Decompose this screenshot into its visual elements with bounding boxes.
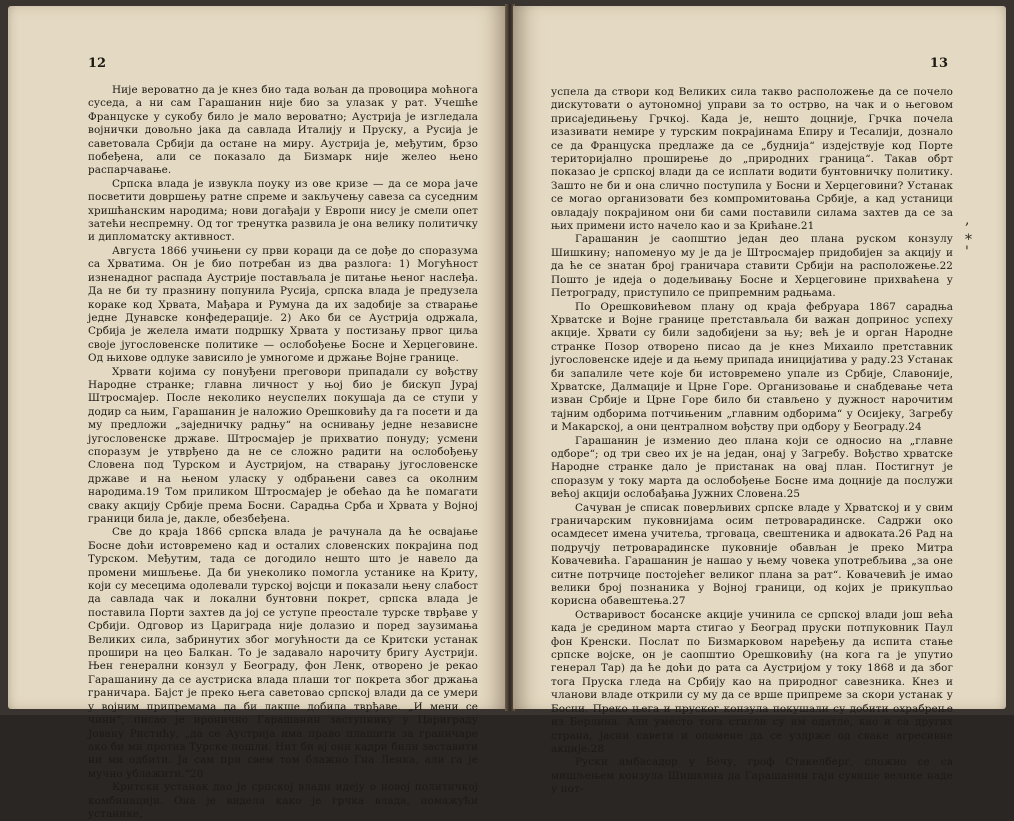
paragraph: Остваривост босанске акције учинила се српској влади још већа када је средином марта стигао у Београд пруски потпуковник Паул фон Кренски. Послат по Бизмарковом наређењу да испита стање српске војске, он је саопштио Орешковићу (на кога га је упутио генерал Тар) да ће доћи до рата са Аустријом у току 1868 и да због тога Пруска гледа на Србију као на природног савезника. Кнез и чланови владе открили су му да се врше припреме за скори устанак у Босни. Преко њега и пруског конзула покушали су добити охрабрење из Берлина. Али уместо тога стигли су им одатле, као и са других страна, јасни савети и опомене да се уздрже од сваке агресивне акције.28	[551, 608, 953, 755]
right-page	[513, 6, 1006, 796]
margin-mark: *	[965, 232, 972, 248]
paragraph: Српска влада је извукла поуку из ове кризе — да се мора јаче посветити довршењу ратне спреме и закључењу савеза са суседним хришћанским народима; нови догађаји у Европи нису је смели опет затећи неспремну. Од тог тренутка развила је она велику политичку и дипломатску активност.	[88, 177, 478, 244]
paragraph: Није вероватно да је кнез био тада вољан да провоцира моћнога суседа, а ни сам Гарашанин није био за улазак у рат. Учешће Француске у сукобу било је мало вероватно; Аустрија је изгледала војнички довољно јака да савлада Италију и Пруску, а Русија је саветовала Србији да остане на миру. Аустрија је, међутим, брзо побеђена, али се показало да Бизмарк није желео њено распарчавање.	[88, 84, 478, 177]
left-page	[8, 6, 507, 820]
page-number-left: 12	[88, 56, 107, 71]
paragraph: успела да створи код Великих сила такво расположење да се почело дискутовати о аутономној управи за то острво, на чак и о његовом присаједињењу Грчкој. Када је, нешто доцније, Грчка почела изазивати немире у турским покрајинама Епиру и Тесалији, дознало се да Француска предлаже да се „буднија“ издејствује код Порте територијално проширење до „природних граница“. Такав обрт показао је српској влади да се исплати водити бунтовничку политику. Зашто не би и она слично поступила у Босни и Херцеговини? Устанак се могао организовати без компромитовања Србије, а кад устаници овладају покрајином они би сами поставили силама захтев да се за њих примени исто начело као и за Крићане.21	[551, 86, 953, 233]
paragraph: По Орешковићевом плану од краја фебруара 1867 сарадња Хрватске и Војне границе претстављала би важан допринос успеху акције. Хрвати су били задобијени за њу; већ је и орган Народне странке Позор отворено писао да је кнез Михаило претставник југословенске идеје и да њему припада иницијатива у раду.23 Устанак би запалиле чете које би истовремено упале из Србије, Славоније, Хрватске, Далмације и Црне Горе. Организовање и снабдевање чета изван Србије и Црне Горе било би стављено у дужност нарочитим тајним одборима потчињеним „главним одборима“ у Осијеку, Загребу и Макарској, а они централном вођству при одбору у Београду.24	[551, 300, 953, 434]
paragraph: Гарашанин је изменио део плана који се односио на „главне одборе“; од три свео их је на један, онај у Загребу. Вођство хрватске Народне странке дало је пристанак на овај план. Постигнут је споразум у току марта да ослобођење Босне има доцније да послужи већој акцији ослобађања Јужних Словена.25	[551, 434, 953, 501]
paragraph: Све до краја 1866 српска влада је рачунала да ће освајање Босне доћи истовремено кад и осталих словенских покрајина под Турском. Међутим, тада се догодило нешто што је навело да промени мишљење. Да би унеколико помогла устанике на Криту, који су месецима одолевали турској војсци и показали њену слабост да савлада чак и локални бунтовни покрет, српска влада је поставила Порти захтев да јој се уступе преостале турске тврђаве у Србији. Одговор из Цариграда није долазио и поред заузимања Великих сила, забринутих због могућности да се Критски устанак прошири на цео Балкан. То је задавало нарочиту бригу Аустрији. Њен генерални конзул у Београду, фон Ленк, отворено је рекао Гарашанину да се аустриска влада плаши тог покрета због држања граничара. Бајст је преко њега саветовао српској влади да се умери у војним припремама да би лакше добила тврђаве. „И мени се чини“, писао је иронично Гарашанин заступнику у Цариграду Јовану Ристићу, „да се Аустрија има право плашити за граничаре ако би ми против Турске пошли. Нит би ај они кадри били заставити ни ми одбити. Ја сам при свем том блажно Гна Ленка, али га је мучно ублажити.“20	[88, 526, 478, 780]
paragraph: Сачуван је списак поверљивих српске владе у Хрватској и у свим граничарским пуковнијама осим петроварадинске. Садржи око осамдесет имена учитеља, трговаца, свештеника и адвоката.26 Рад на подручју петроварадинске пуковније обављан је преко Митра Ковачевића. Гарашанин је нашао у њему човека употребљива „за оне ситне потрчице постојећег великог плана за рат“. Ковачевић је имао велики број познаника у Војној граници, од којих је прикупљао корисна обавештења.27	[551, 501, 953, 608]
paragraph: Гарашанин је саопштио један део плана руском конзулу Шишкину; напоменуо му је да је Штросмајер придобијен за акцију и да ће се знатан број граничара ставити Србији на расположење.22 Пошто је идеја о додељивању Босне и Херцеговине прихваћена у Петрограду, приступило се припремним радњама.	[551, 233, 953, 300]
paragraph: Руски амбасадор у Бечу, гроф Стакелберг, сложио се са мишљењем конзула Шишкина да Гарашанин гаји сувише велике наде у пот-	[551, 756, 953, 796]
margin-mark: '	[965, 244, 969, 260]
paragraph: Августа 1866 учињени су први кораци да се дође до споразума са Хрватима. Он је био потребан из два разлога: 1) Могућност изненадног распада Аустрије постављала је питање њеног наслеђа. Да не би ту празнину попунила Русија, српска влада је предузела кораке код Хрвата, Мађара и Румуна да их задобије за стварање једне Дунавске конфедерације. 2) Ако би се Аустрија одржала, Србија је желела имати подршку Хрвата у постизању првог циља своје југословенске политике — ослобођење Босне и Херцеговине. Од њихове одлуке зависило је умногоме и држање Војне границе.	[88, 244, 478, 365]
right-page-text	[551, 86, 953, 796]
page-number-right: 13	[929, 56, 948, 71]
paragraph: Хрвати којима су понуђени преговори припадали су вођству Народне странке; главна личност у њој био је бискуп Јурај Штросмајер. После неколико неуспелих покушаја да се ступи у додир са њим, Гарашанин је наложио Орешковићу да га посети и да му предложи „заједничку радњу“ на оснивању једне независне југословенске државе. Штросмајер је прихватио понуду; усмени споразум је утврђено да не се сложно радити на ослобођењу Словена под Турском и Аустријом, на стварању југословенске државе и на њеном уласку у одбрањени савез са околним народима.19 Том приликом Штросмајер је обећао да ће помагати сваку акцију Србије према Босни. Сарадња Срба и Хрвата у Војној граници била је, дакле, обезбеђена.	[88, 365, 478, 525]
left-page-text	[88, 84, 478, 820]
paragraph: Критски устанак дао је српској влади идеју о новој политичкој комбинацији. Она је видела како је грчка влада, помажући устанике,	[88, 781, 478, 820]
margin-mark: ,	[965, 212, 970, 228]
